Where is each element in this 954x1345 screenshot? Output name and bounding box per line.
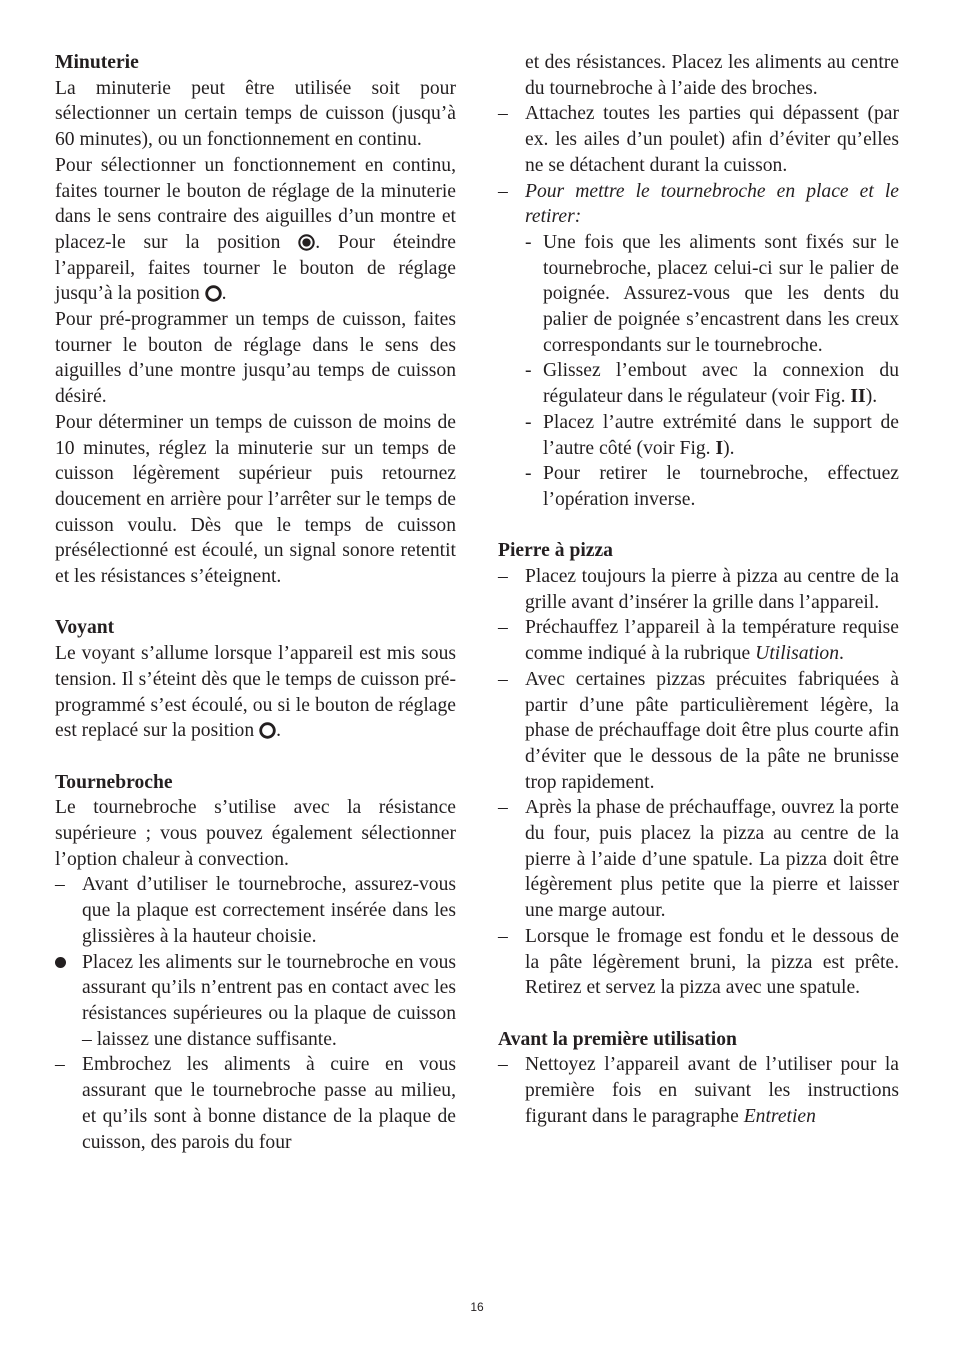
paragraph: Pour pré-programmer un temps de cuisson, faites tourner le bouton de réglage dans le sens des aiguilles d’une montre jusqu’au temps de cuisson désiré. [55, 309, 456, 408]
hyphen-marker: - [525, 360, 532, 382]
section-title: Pierre à pizza [498, 540, 613, 562]
sub-list-item [525, 461, 899, 512]
list-item [55, 872, 456, 949]
section-minuterie [55, 50, 456, 590]
dial-off-icon [205, 285, 222, 302]
dash-marker: – [498, 668, 508, 690]
text: ). [723, 437, 735, 459]
paragraph [55, 641, 456, 744]
list-item-text: Attachez toutes les parties qui dépassent (par ex. les ailes d’un poulet) afin d’éviter qu’elles ne se détachent durant la cuisson. [525, 103, 899, 176]
list-item-text: Avec certaines pizzas précuites fabriquées à partir d’une pâte particulièrement légère, la phase de préchauffage doit être plus courte afin d’éviter que le dessous de la pâte ne brunisse trop rapidement. [525, 668, 899, 793]
sub-list-item [525, 410, 899, 461]
paragraph-text: . [221, 283, 227, 305]
list-item [55, 950, 456, 1053]
list-item-text [525, 615, 899, 666]
dash-marker: – [55, 874, 65, 896]
sub-list-item [525, 358, 899, 409]
hyphen-marker: - [525, 411, 532, 433]
list-item [498, 1052, 899, 1129]
sub-list-item-text [543, 358, 899, 409]
paragraph: Pour déterminer un temps de cuisson de moins de 10 minutes, réglez la minuterie sur un temps de cuisson légèrement supérieur puis retournez doucement en arrière pour l’arrêter sur le temps de cuisson voulu. Dès que le temps de cuisson présélectionné est écoulé, un signal sonore retentit et les résistances s’éteignent. [55, 411, 456, 588]
section-title: Avant la première utilisation [498, 1028, 737, 1050]
paragraph-text: . Pour éteindre l’appareil, faites tourner le bouton de réglage jusqu’à la position [55, 231, 456, 305]
dash-marker: – [498, 180, 508, 202]
list-item [55, 1052, 456, 1155]
dial-off-icon [259, 722, 276, 739]
dash-marker: – [498, 566, 508, 588]
sub-list-item-text: Pour retirer le tournebroche, effectuez l’opération inverse. [543, 463, 899, 510]
sub-list-item-text [543, 410, 899, 461]
dash-marker: – [498, 103, 508, 125]
paragraph: La minuterie peut être utilisée soit pour sélectionner un certain temps de cuisson (jusqu’à 60 minutes), ou un fonctionnement en continu. [55, 77, 456, 151]
dial-continuous-icon [298, 234, 315, 251]
list-item-text: Placez toujours la pierre à pizza au centre de la grille avant d’insérer la grille dans l’appareil. [525, 566, 899, 613]
list-item-text: Placez les aliments sur le tournebroche en vous assurant qu’ils n’entrent pas en contact avec les résistances supérieures ou la plaque de cuisson – laissez une distance suffisante. [82, 951, 456, 1050]
list-item [498, 924, 899, 1001]
page-number: 16 [470, 1300, 484, 1314]
section-title: Tournebroche [55, 771, 173, 793]
paragraph [55, 153, 456, 307]
section-ref: Utilisation [755, 643, 840, 665]
section-title: Minuterie [55, 52, 139, 73]
figure-ref: I [715, 437, 724, 459]
section-avant-premiere-utilisation [498, 1027, 899, 1130]
dash-marker: – [55, 1054, 65, 1076]
list-item-text: Embrochez les aliments à cuire en vous assurant que le tournebroche passe au milieu, et qu’ils sont à bonne distance de la plaque de cuisson, des parois du four [82, 1054, 456, 1153]
text: Préchauffez l’appareil à la température requise comme indiqué à la rubrique [525, 617, 899, 665]
list-item [498, 564, 899, 615]
dash-marker: – [498, 925, 508, 947]
text: Placez l’autre extrémité dans le support de l’autre côté (voir Fig. [543, 411, 899, 459]
list-item-text: Pour mettre le tournebroche en place et le retirer: [525, 180, 899, 228]
hyphen-marker: - [525, 463, 532, 485]
sub-list-item [525, 230, 899, 359]
hyphen-marker: - [525, 231, 532, 253]
section-voyant [55, 615, 456, 744]
left-column [55, 50, 456, 1155]
list-item [498, 615, 899, 666]
paragraph: Le tournebroche s’utilise avec la résistance supérieure ; vous pouvez également sélectionner l’option chaleur à convection. [55, 797, 456, 870]
text: . [839, 643, 844, 665]
list-item [498, 667, 899, 796]
dash-marker: – [498, 1054, 508, 1076]
figure-ref: II [850, 386, 866, 408]
list-item-continuation [498, 50, 899, 101]
list-item [498, 795, 899, 924]
paragraph-text: . [276, 720, 281, 742]
list-item [498, 179, 899, 230]
section-tournebroche [55, 770, 456, 1156]
section-title: Voyant [55, 617, 115, 639]
sub-list-item-text: Une fois que les aliments sont fixés sur le tournebroche, placez celui-ci sur le palier de poignée. Assurez-vous que les dents du palier de poignée s’encastrent dans les creux correspondants sur le tournebroche. [543, 231, 899, 356]
list-item-text: Avant d’utiliser le tournebroche, assurez-vous que la plaque est correctement insérée dans les glissières à la hauteur choisie. [82, 874, 456, 947]
text: ). [865, 386, 878, 408]
paragraph-text: Pour sélectionner un fonctionnement en continu, faites tourner le bouton de réglage de la minuterie dans le sens contraire des aiguilles d’un montre et placez-le sur la position [55, 154, 456, 253]
list-item-text: Lorsque le fromage est fondu et le dessous de la pâte légèrement bruni, la pizza est prête. Retirez et servez la pizza avec une spatule. [525, 925, 899, 999]
list-item-text: Après la phase de préchauffage, ouvrez la porte du four, puis placez la pizza au centre de la pierre à l’aide d’une spatule. La pizza doit être légèrement plus petite que la pierre et laisser une marge autour. [525, 797, 899, 922]
list-item [498, 101, 899, 178]
text: Glissez l’embout avec la connexion du régulateur dans le régulateur (voir Fig. [543, 360, 899, 408]
section-ref: Entretien [743, 1105, 816, 1127]
dash-marker: – [498, 797, 508, 819]
right-column [498, 50, 899, 1130]
filled-bullet-icon [55, 950, 82, 1053]
list-item-text: et des résistances. Placez les aliments au centre du tournebroche à l’aide des broches. [525, 52, 899, 99]
list-item-text [525, 1052, 899, 1129]
text: Nettoyez l’appareil avant de l’utiliser pour la première fois en suivant les instructions figurant dans le paragraphe [525, 1054, 899, 1127]
dash-marker: – [498, 617, 508, 639]
section-pierre-a-pizza [498, 538, 899, 1001]
paragraph-text: Le voyant s’allume lorsque l’appareil est mis sous tension. Il s’éteint dès que le temps de cuisson pré-programmé s’est écoulé, ou si le bouton de réglage est replacé sur la position [55, 643, 456, 742]
